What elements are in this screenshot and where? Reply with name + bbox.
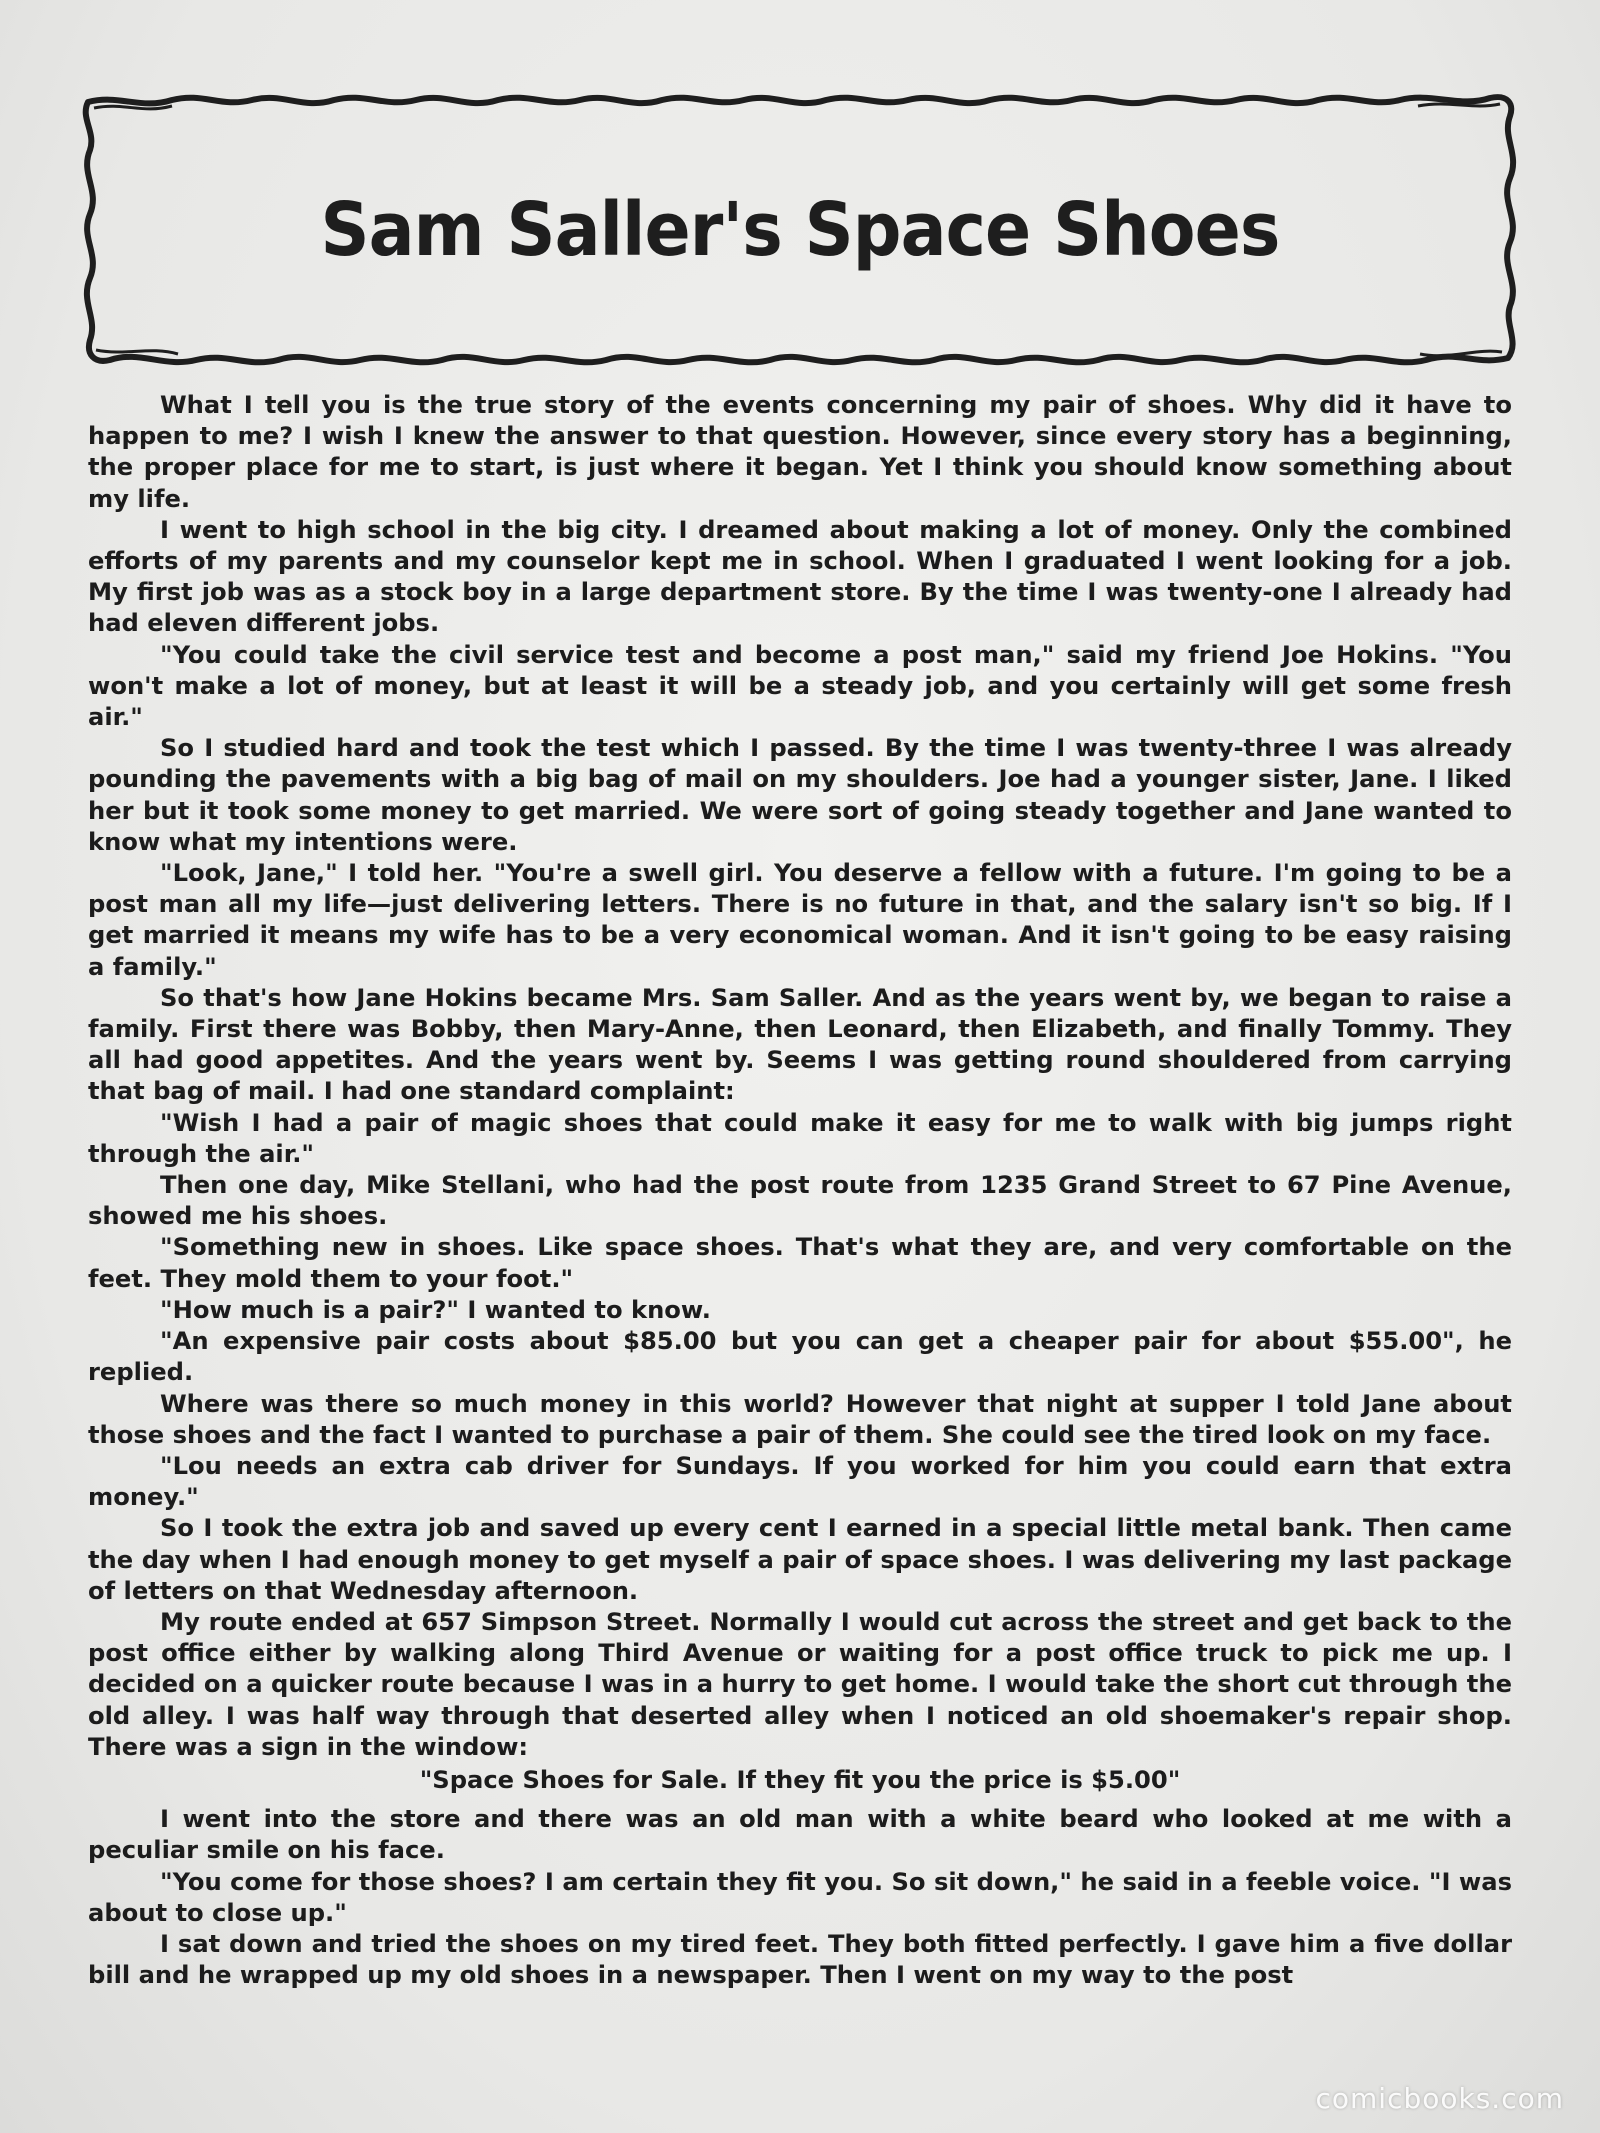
paragraph: Where was there so much money in this world? However that night at supper I told Jane about those shoes and the fact I wanted to purchase a pair of them. She could see the tired look on my face. [88, 1389, 1512, 1449]
paragraph: I went into the store and there was an old man with a white beard who looked at me with a peculiar smile on his face. [88, 1805, 1512, 1865]
paragraph: "You come for those shoes? I am certain they fit you. So sit down," he said in a feeble voice. "I was about to close up." [88, 1867, 1512, 1927]
page-title: Sam Saller's Space Shoes [320, 187, 1280, 273]
paragraph: "You could take the civil service test and become a post man," said my friend Joe Hokins. "You won't make a lot of money, but at least it will be a steady job, and you certainly will get some fresh air." [88, 640, 1512, 732]
paragraph: So I took the extra job and saved up every cent I earned in a special little metal bank. Then came the day when I had enough money to get myself a pair of space shoes. I was delivering my last package of letters on that Wednesday afternoon. [88, 1514, 1512, 1605]
paragraph: "Wish I had a pair of magic shoes that could make it easy for me to walk with big jumps right through the air." [88, 1108, 1512, 1168]
paragraph: I went to high school in the big city. I dreamed about making a lot of money. Only the combined efforts of my parents and my counselor kept me in school. When I graduated I went looking for a job. My first job was as a stock boy in a large department store. By the time I was twenty-one I already had had eleven different jobs. [88, 515, 1512, 638]
paragraph: "How much is a pair?" I wanted to know. [160, 1295, 711, 1324]
paragraph: So I studied hard and took the test which I passed. By the time I was twenty-three I was already pounding the pavements with a big bag of mail on my shoulders. Joe had a younger sister, Jane. I liked her but it took some money to get married. We were sort of going steady together and Jane wanted to know what my intentions were. [88, 734, 1512, 856]
paragraph: I sat down and tried the shoes on my tired feet. They both fitted perfectly. I gave him a five dollar bill and he wrapped up my old shoes in a newspaper. Then I went on my way to the post [88, 1929, 1512, 1990]
paragraph: What I tell you is the true story of the events concerning my pair of shoes. Why did it have to happen to me? I wish I knew the answer to that question. However, since every story has a beginning, the proper place for me to start, is just where it began. Yet I think you should know something about my life. [88, 391, 1512, 513]
paragraph: "Look, Jane," I told her. "You're a swell girl. You deserve a fellow with a future. I'm going to be a post man all my life—just delivering letters. There is no future in that, and the salary isn't so big. If I get married it means my wife has to be a very economical woman. And it isn't going to be easy raising a family." [88, 859, 1512, 981]
site-watermark: comicbooks.com [1315, 2082, 1564, 2115]
paragraph: So that's how Jane Hokins became Mrs. Sam Saller. And as the years went by, we began to raise a family. First there was Bobby, then Mary-Anne, then Leonard, then Elizabeth, and finally Tommy. They all had good appetites. And the years went by. Seems I was getting round shouldered from carrying that bag of mail. I had one standard complaint: [88, 983, 1512, 1106]
title-frame [80, 92, 1520, 368]
paragraph: "Something new in shoes. Like space shoes. That's what they are, and very comfortable on the feet. They mold them to your foot." [88, 1233, 1512, 1293]
paragraph: Then one day, Mike Stellani, who had the post route from 1235 Grand Street to 67 Pine Avenue, showed me his shoes. [88, 1171, 1512, 1231]
story-text [88, 390, 1512, 2060]
shop-sign-text: "Space Shoes for Sale. If they fit you the price is $5.00" [419, 1765, 1181, 1794]
paragraph: My route ended at 657 Simpson Street. Normally I would cut across the street and get back to the post office either by walking along Third Avenue or waiting for a post office truck to pick me up. I decided on a quicker route because I was in a hurry to get home. I would take the short cut through the old alley. I was half way through that deserted alley when I noticed an old shoemaker's repair shop. There was a sign in the window: [88, 1607, 1512, 1761]
paragraph: "An expensive pair costs about $85.00 but you can get a cheaper pair for about $55.00", he replied. [88, 1327, 1512, 1387]
paragraph: "Lou needs an extra cab driver for Sundays. If you worked for him you could earn that extra money." [88, 1451, 1512, 1512]
